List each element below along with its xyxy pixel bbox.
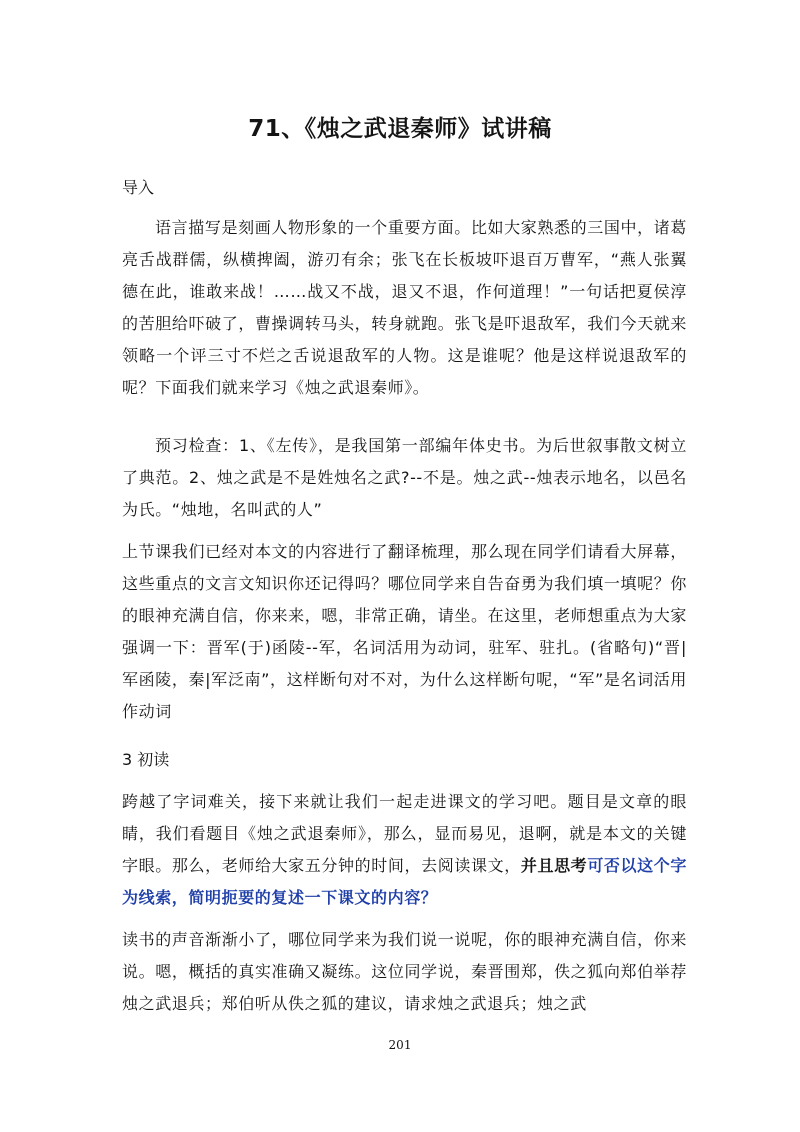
first-read-question: 可否以这个字为线索，简明扼要的复述一下课文的内容？ — [122, 856, 688, 907]
paragraph-review: 上节课我们已经对本文的内容进行了翻译梳理，那么现在同学们请看大屏幕，这些重点的文言文知识你还记得吗？哪位同学来自告奋勇为我们填一填呢？你的眼神充满自信，你来来，嗯，非常正确，请坐。在这里，老师想重点为大家强调一下：晋军(于)函陵--军，名词活用为动词，驻军、驻扎。(省略句)“晋|军函陵，秦|军泛南”，这样断句对不对，为什么这样断句呢，“军”是名词活用作动词 — [122, 542, 687, 721]
first-read-bold-text: 并且思考 — [520, 856, 588, 875]
first-read-text: 跨越了字词难关，接下来就让我们一起走进课文的学习吧。题目是文章的眼睛，我们看题目《烛之武退秦师》，那么，显而易见，退啊，就是本文的关键字眼。那么，老师给大家五分钟的时间，去阅读课文， — [122, 792, 687, 875]
paragraph-first-read — [122, 786, 687, 914]
paragraph-summary: 读书的声音渐渐小了，哪位同学来为我们说一说呢，你的眼神充满自信，你来说。嗯，概括的真实准确又凝练。这位同学说，秦晋围郑，佚之狐向郑伯举荐烛之武退兵；郑伯听从佚之狐的建议，请求烛之武退兵；烛之武 — [122, 930, 687, 1013]
section-heading-intro: 导入 — [122, 178, 155, 197]
document-title: 71、《烛之武退秦师》试讲稿 — [248, 116, 552, 142]
paragraph-preview-check: 预习检查：1、《左传》，是我国第一部编年体史书。为后世叙事散文树立了典范。2、烛之武是不是姓烛名之武?--不是。烛之武--烛表示地名，以邑名为氏。“烛地，名叫武的人” — [122, 436, 687, 519]
section-heading-first-read: 3 初读 — [122, 750, 170, 769]
page-number: 201 — [388, 1038, 412, 1052]
paragraph-intro: 语言描写是刻画人物形象的一个重要方面。比如大家熟悉的三国中，诸葛亮舌战群儒，纵横捭阖，游刃有余；张飞在长板坡吓退百万曹军，“燕人张翼德在此，谁敢来战！……战又不战，退又不退，作何道理！”一句话把夏侯淳的苦胆给吓破了，曹操调转马头，转身就跑。张飞是吓退敌军，我们今天就来领略一个评三寸不烂之舌说退敌军的人物。这是谁呢？他是这样说退敌军的呢？下面我们就来学习《烛之武退秦师》。 — [122, 218, 687, 397]
